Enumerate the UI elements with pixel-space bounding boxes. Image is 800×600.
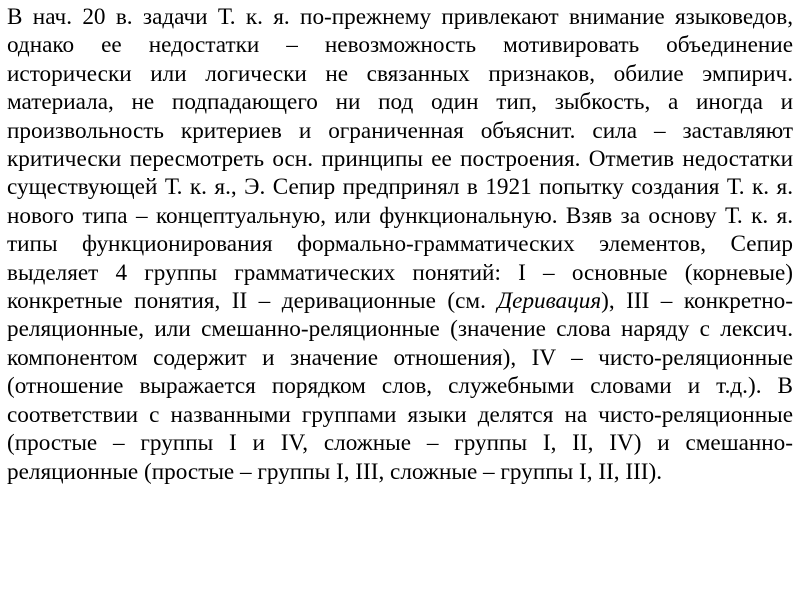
italic-term-derivation: Деривация [497, 288, 602, 315]
paragraph-text-part-1: В нач. 20 в. задачи Т. к. я. по-прежнему привлекают внимание языковедов, однако ее недостатки – невозможность мотивировать объединение исторически или логически не связанных признаков, обилие эмпирич. материала, не подпадающего ни под один тип, зыбкость, а иногда и произвольность критериев и ограниченная объяснит. сила – заставляют критически пересмотреть осн. принципы ее построения. Отметив недостатки существующей Т. к. я., Э. Сепир предпринял в 1921 попытку создания Т. к. я. нового типа – концептуальную, или функциональную. Взяв за основу Т. к. я. типы функционирования формально-грамматических элементов, Сепир выделяет 4 группы грамматических понятий: I – основные (корневые) конкретные понятия, II – деривационные (см. [7, 4, 793, 315]
body-paragraph [7, 3, 793, 486]
paragraph-text-part-2: ), III – конкретно-реляционные, или смешанно-реляционные (значение слова наряду с лексич. компонентом содержит и значение отношения), IV – чисто-реляционные (отношение выражается порядком слов, служебными словами и т.д.). В соответствии с названными группами языки делятся на чисто-реляционные (простые – группы I и IV, сложные – группы I, II, IV) и смешанно-реляционные (простые – группы I, III, сложные – группы I, II, III). [7, 288, 794, 485]
